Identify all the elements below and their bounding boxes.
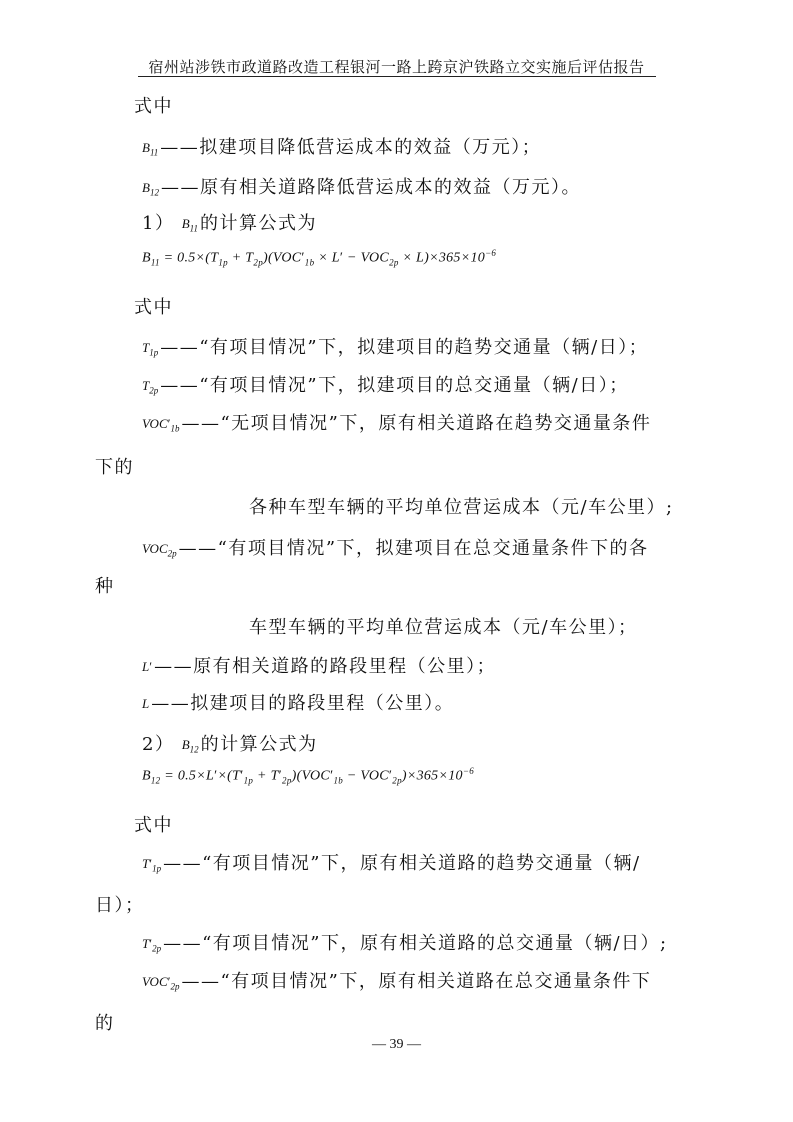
formula-b12: $B_{12} = 0.5\times L'\times(T'_{1p} + T'_{2p})(VOC'_{1b} - VOC'_{2p})\times 365\times 10^{-6}$ <box>142 766 475 786</box>
symbol-b12: $B_{12}$ <box>181 737 199 755</box>
symbol-voc2p: $VOC_{2p}$ <box>142 541 177 559</box>
definition-line <box>142 176 581 205</box>
symbol-t1p-prime: $T'_{1p}$ <box>142 856 162 874</box>
symbol-voc1b: $VOC'_{1b}$ <box>142 416 180 434</box>
definition-line <box>142 336 648 365</box>
formula-b11: $B_{11} = 0.5\times(T_{1p} + T_{2p})(VOC'_{1b} \times L' - VOC_{2p} \times L)\times 365\times 10^{-6}$ <box>142 248 497 268</box>
definition-line <box>142 412 651 441</box>
definition-text: ——拟建项目降低营运成本的效益（万元）； <box>160 137 542 158</box>
text-line: 种 <box>95 576 115 597</box>
definition-line <box>142 655 496 679</box>
symbol-b12: $B_{12}$ <box>142 180 159 198</box>
definition-line <box>142 692 454 716</box>
definition-text: ——“有项目情况”下，原有相关道路的总交通量（辆/日）; <box>163 933 668 954</box>
text-line: 各种车型车辆的平均单位营运成本（元/车公里）; <box>249 497 674 518</box>
symbol-l-prime: L′ <box>142 659 153 674</box>
symbol-b11: $B_{11}$ <box>181 216 198 234</box>
symbol-b11: $B_{11}$ <box>142 140 159 158</box>
text-line: 下的 <box>95 457 134 478</box>
definition-line <box>142 136 541 165</box>
subheading-number: 1） <box>142 213 175 234</box>
subheading-line <box>142 212 317 241</box>
definition-line <box>142 374 629 403</box>
symbol-t2p-prime: $T'_{2p}$ <box>142 936 162 954</box>
subheading-text: 的计算公式为 <box>200 734 318 755</box>
symbol-t2p: $T_{2p}$ <box>142 378 159 396</box>
header-rule <box>138 76 656 77</box>
definition-line <box>142 932 668 961</box>
text-line: 式中 <box>134 96 173 117</box>
text-line: 式中 <box>134 297 173 318</box>
definition-text: ——“无项目情况”下，原有相关道路在趋势交通量条件 <box>181 413 652 434</box>
definition-text: ——原有相关道路的路段里程（公里）； <box>154 656 497 677</box>
definition-text: ——“有项目情况”下，拟建项目在总交通量条件下的各 <box>178 538 649 559</box>
definition-text: ——“有项目情况”下，原有相关道路的趋势交通量（辆/ <box>163 853 641 874</box>
definition-text: ——“有项目情况”下，拟建项目的总交通量（辆/日）； <box>160 375 629 396</box>
definition-text: ——原有相关道路降低营运成本的效益（万元）。 <box>160 177 581 198</box>
symbol-t1p: $T_{1p}$ <box>142 340 159 358</box>
definition-line <box>142 970 651 999</box>
definition-text: ——“有项目情况”下，原有相关道路在总交通量条件下 <box>181 971 652 992</box>
text-line: 式中 <box>134 815 173 836</box>
definition-text: ——拟建项目的路段里程（公里）。 <box>151 693 455 714</box>
text-line: 日）； <box>95 895 145 916</box>
page-header: 宿州站涉铁市政道路改造工程银河一路上跨京沪铁路立交实施后评估报告 <box>148 58 645 76</box>
page-number: — 39 — <box>372 1037 421 1052</box>
subheading-text: 的计算公式为 <box>199 213 317 234</box>
subheading-line <box>142 733 318 762</box>
text-line: 的 <box>95 1013 115 1034</box>
symbol-voc2p-prime: $VOC'_{2p}$ <box>142 974 180 992</box>
definition-text: ——“有项目情况”下，拟建项目的趋势交通量（辆/日）； <box>160 337 649 358</box>
definition-line <box>142 537 649 566</box>
definition-line <box>142 852 641 881</box>
subheading-number: 2） <box>142 734 175 755</box>
symbol-l: L <box>142 696 150 711</box>
text-line: 车型车辆的平均单位营运成本（元/车公里）； <box>249 617 638 638</box>
